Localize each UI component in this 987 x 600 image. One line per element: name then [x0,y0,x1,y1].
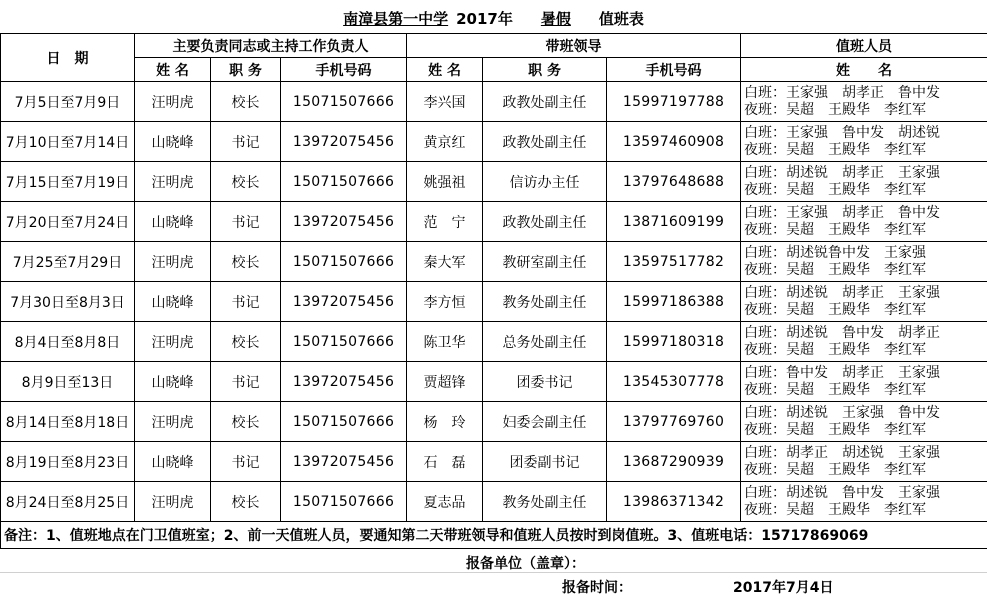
duty-leader-position-cell: 团委书记 [483,362,607,402]
night-shift-line: 夜班：吴超 王殿华 李红军 [744,221,927,238]
table-row [1,402,987,442]
duty-leader-position-cell: 政教处副主任 [483,202,607,242]
duty-leader-name-cell: 黄京红 [407,122,483,162]
duty-leader-name-cell: 秦大军 [407,242,483,282]
table-row [1,82,987,122]
duty-leader-name-cell: 李方恒 [407,282,483,322]
header-row-1 [1,34,987,58]
staff-cell [741,162,987,202]
leader-phone-cell: 15071507666 [281,482,407,522]
duty-leader-position-cell: 信访办主任 [483,162,607,202]
header-leader-name: 姓 名 [135,58,211,82]
duty-leader-phone-cell: 13545307778 [607,362,741,402]
table-row [1,482,987,522]
duty-leader-position-cell: 教务处副主任 [483,482,607,522]
duty-leader-phone-cell: 13597517782 [607,242,741,282]
duty-leader-phone-cell: 13797769760 [607,402,741,442]
leader-name-cell: 汪明虎 [135,322,211,362]
table-row [1,322,987,362]
duty-leader-name-cell: 李兴国 [407,82,483,122]
note-row [1,522,987,549]
footer-unit-label: 报备单位（盖章）： [466,556,585,572]
staff-cell [741,122,987,162]
header-leader-position: 职 务 [211,58,281,82]
night-shift-line: 夜班：吴超 王殿华 李红军 [744,181,927,198]
note-text: 备注：1、值班地点在门卫值班室；2、前一天值班人员，要通知第二天带班领导和值班人员按时到岗值班。3、值班电话：15717869069 [1,522,987,549]
title-year: 2017年 [456,9,513,28]
leader-name-cell: 汪明虎 [135,402,211,442]
day-shift-line: 白班：胡述锐 王家强 鲁中发 [744,404,941,421]
duty-leader-name-cell: 贾超锋 [407,362,483,402]
night-shift-line: 夜班：吴超 王殿华 李红军 [744,461,927,478]
date-cell: 7月20日至7月24日 [1,202,135,242]
leader-phone-cell: 13972075456 [281,282,407,322]
header-duty-leader-group: 带班领导 [407,34,741,58]
night-shift-line: 夜班：吴超 王殿华 李红军 [744,341,927,358]
staff-cell [741,482,987,522]
leader-name-cell: 山晓峰 [135,202,211,242]
leader-phone-cell: 15071507666 [281,402,407,442]
duty-leader-position-cell: 政教处副主任 [483,82,607,122]
day-shift-line: 白班：胡述锐鲁中发 王家强 [744,244,927,261]
title-suffix: 值班表 [598,9,644,28]
footer-time-value: 2017年7月4日 [733,580,834,596]
duty-leader-name-cell: 范 宁 [407,202,483,242]
staff-cell [741,322,987,362]
staff-cell [741,242,987,282]
leader-name-cell: 汪明虎 [135,82,211,122]
day-shift-line: 白班：王家强 胡孝正 鲁中发 [744,84,941,101]
leader-phone-cell: 13972075456 [281,202,407,242]
leader-position-cell: 书记 [211,202,281,242]
leader-position-cell: 校长 [211,82,281,122]
title-season: 暑假 [540,9,571,28]
date-cell: 7月25至7月29日 [1,242,135,282]
leader-position-cell: 书记 [211,122,281,162]
staff-cell [741,362,987,402]
footer-time-label: 报备时间： [562,580,632,596]
duty-leader-name-cell: 陈卫华 [407,322,483,362]
table-row [1,162,987,202]
leader-phone-cell: 13972075456 [281,442,407,482]
table-row [1,202,987,242]
duty-leader-position-cell: 团委副书记 [483,442,607,482]
duty-leader-position-cell: 教务处副主任 [483,282,607,322]
staff-cell [741,442,987,482]
duty-leader-phone-cell: 13687290939 [607,442,741,482]
night-shift-line: 夜班：吴超 王殿华 李红军 [744,501,927,518]
day-shift-line: 白班：胡述锐 胡孝正 王家强 [744,164,941,181]
date-cell: 8月14日至8月18日 [1,402,135,442]
leader-phone-cell: 13972075456 [281,362,407,402]
duty-leader-phone-cell: 15997180318 [607,322,741,362]
night-shift-line: 夜班：吴超 王殿华 李红军 [744,421,927,438]
date-cell: 7月10日至7月14日 [1,122,135,162]
leader-position-cell: 书记 [211,282,281,322]
header-leader-group: 主要负责同志或主持工作负责人 [135,34,407,58]
day-shift-line: 白班：王家强 胡孝正 鲁中发 [744,204,941,221]
duty-leader-name-cell: 夏志品 [407,482,483,522]
duty-leader-phone-cell: 15997197788 [607,82,741,122]
night-shift-line: 夜班：吴超 王殿华 李红军 [744,101,927,118]
header-staff-name: 姓 名 [741,58,987,82]
duty-leader-position-cell: 总务处副主任 [483,322,607,362]
day-shift-line: 白班：鲁中发 胡孝正 王家强 [744,364,941,381]
footer-unit-line [0,550,987,573]
title-school: 南漳县第一中学 [343,9,449,28]
schedule-table [0,33,987,549]
night-shift-line: 夜班：吴超 王殿华 李红军 [744,301,927,318]
leader-name-cell: 汪明虎 [135,242,211,282]
table-row [1,242,987,282]
leader-name-cell: 汪明虎 [135,162,211,202]
leader-position-cell: 书记 [211,442,281,482]
day-shift-line: 白班：胡述锐 胡孝正 王家强 [744,284,941,301]
leader-phone-cell: 15071507666 [281,242,407,282]
duty-leader-name-cell: 姚强祖 [407,162,483,202]
duty-leader-name-cell: 杨 玲 [407,402,483,442]
leader-name-cell: 山晓峰 [135,362,211,402]
leader-name-cell: 山晓峰 [135,442,211,482]
table-row [1,362,987,402]
leader-position-cell: 校长 [211,242,281,282]
duty-leader-phone-cell: 13986371342 [607,482,741,522]
header-leader-phone: 手机号码 [281,58,407,82]
date-cell: 8月24日至8月25日 [1,482,135,522]
duty-leader-position-cell: 教研室副主任 [483,242,607,282]
staff-cell [741,82,987,122]
date-cell: 7月5日至7月9日 [1,82,135,122]
leader-phone-cell: 15071507666 [281,82,407,122]
table-row [1,442,987,482]
duty-leader-phone-cell: 15997186388 [607,282,741,322]
leader-name-cell: 山晓峰 [135,282,211,322]
header-duty-phone: 手机号码 [607,58,741,82]
date-cell: 8月4日至8月8日 [1,322,135,362]
staff-cell [741,402,987,442]
staff-cell [741,282,987,322]
duty-leader-phone-cell: 13797648688 [607,162,741,202]
header-row-2 [1,58,987,82]
duty-leader-position-cell: 妇委会副主任 [483,402,607,442]
sheet-title [0,4,987,32]
night-shift-line: 夜班：吴超 王殿华 李红军 [744,381,927,398]
header-duty-position: 职 务 [483,58,607,82]
date-cell: 8月9日至13日 [1,362,135,402]
day-shift-line: 白班：胡述锐 鲁中发 王家强 [744,484,941,501]
day-shift-line: 白班：王家强 鲁中发 胡述锐 [744,124,941,141]
date-cell: 7月15日至7月19日 [1,162,135,202]
day-shift-line: 白班：胡述锐 鲁中发 胡孝正 [744,324,941,341]
leader-phone-cell: 15071507666 [281,162,407,202]
duty-leader-phone-cell: 13871609199 [607,202,741,242]
night-shift-line: 夜班：吴超 王殿华 李红军 [744,261,927,278]
date-cell: 8月19日至8月23日 [1,442,135,482]
duty-leader-position-cell: 政教处副主任 [483,122,607,162]
night-shift-line: 夜班：吴超 王殿华 李红军 [744,141,927,158]
day-shift-line: 白班：胡孝正 胡述锐 王家强 [744,444,941,461]
duty-leader-name-cell: 石 磊 [407,442,483,482]
table-row [1,122,987,162]
leader-position-cell: 校长 [211,162,281,202]
leader-position-cell: 校长 [211,322,281,362]
header-staff-group: 值班人员 [741,34,987,58]
leader-phone-cell: 15071507666 [281,322,407,362]
leader-name-cell: 汪明虎 [135,482,211,522]
duty-leader-phone-cell: 13597460908 [607,122,741,162]
table-row [1,282,987,322]
leader-position-cell: 校长 [211,482,281,522]
leader-phone-cell: 13972075456 [281,122,407,162]
date-cell: 7月30日至8月3日 [1,282,135,322]
leader-position-cell: 校长 [211,402,281,442]
footer-time-line [0,574,987,598]
header-duty-name: 姓 名 [407,58,483,82]
leader-name-cell: 山晓峰 [135,122,211,162]
leader-position-cell: 书记 [211,362,281,402]
header-date: 日 期 [1,34,135,82]
staff-cell [741,202,987,242]
